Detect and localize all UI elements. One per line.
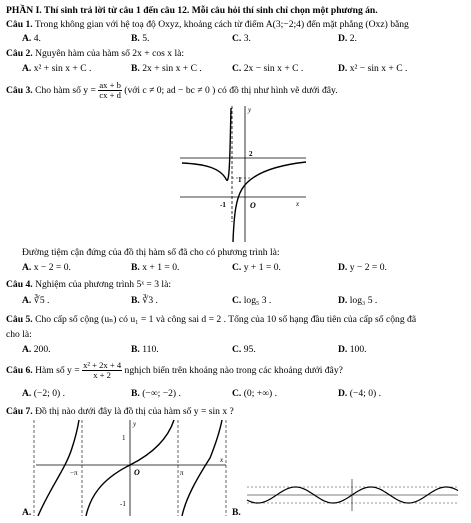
question-4 (6, 279, 171, 291)
q6-option-c[interactable]: C. (0; +∞) . (232, 388, 278, 399)
graph-label-origin: O (250, 201, 256, 210)
q2-option-d[interactable]: D. x² − sin x + C . (338, 63, 408, 74)
q3-hyperbola-graph (170, 104, 310, 244)
q6-option-d[interactable]: D. (−4; 0) . (338, 388, 381, 399)
q6-label: Câu 6. (6, 365, 33, 376)
q5-text-continued: cho là: (6, 329, 32, 340)
q5-option-c[interactable]: C. 95. (232, 344, 256, 355)
left-branch (182, 108, 231, 180)
q5-text: Cho cấp số cộng (uₙ) có u₁ = 1 và công sai d = 2 . Tổng của 10 số hạng đầu tiên của cấp số cộng đã (35, 314, 417, 325)
question-3: Câu 3. Cho hàm số y = $\frac{ax + b}{cx + d}$ (với c ≠ 0; ad − bc ≠ 0 ) có đồ thị như hình vẽ dưới đây. (6, 80, 338, 101)
svg-text:-1: -1 (120, 500, 126, 508)
svg-text:x: x (220, 456, 224, 464)
q5-option-b[interactable]: B. 110. (131, 344, 159, 355)
q5-option-a[interactable]: A. 200. (22, 344, 51, 355)
svg-text:y: y (133, 420, 137, 428)
q7-option-a[interactable]: A. (22, 507, 32, 518)
q6-option-a[interactable]: A. (−2; 0) . (22, 388, 65, 399)
question-6: Câu 6. Hàm số y = $\frac{\text{x² + 2x + 4}}{x + 2}$ nghịch biến trên khoảng nào trong các khoảng dưới đây? (6, 360, 343, 381)
q4-text: Nghiệm của phương trình 5ˣ = 3 là: (35, 279, 172, 290)
graph-label-minus1: -1 (220, 201, 226, 209)
q1-option-b[interactable]: B. 5. (131, 33, 150, 44)
q3-option-a[interactable]: A. x − 2 = 0. (22, 262, 71, 273)
q1-option-c[interactable]: C. 3. (232, 33, 251, 44)
q5-option-d[interactable]: D. 100. (338, 344, 367, 355)
q7-graph-a[interactable] (30, 418, 230, 518)
q2-option-b[interactable]: B. 2x + sin x + C . (131, 63, 202, 74)
svg-text:π: π (180, 469, 184, 477)
q4-option-a[interactable]: A. ∛5 . (22, 295, 50, 306)
q2-option-c[interactable]: C. 2x − sin x + C . (232, 63, 304, 74)
q2-label: Câu 2. (6, 48, 33, 59)
q4-option-c[interactable]: C. log₅ 3 . (232, 295, 272, 306)
q4-option-d[interactable]: D. log₃ 5 . (338, 295, 378, 306)
svg-text:1: 1 (122, 434, 126, 442)
svg-text:O: O (134, 468, 140, 477)
q3-fraction: $\frac{ax + b}{cx + d}$ (99, 80, 121, 101)
q1-text: Trong không gian với hệ toạ độ Oxyz, khoảng cách từ điểm A(3;−2;4) đến mặt phẳng (Oxz) bằng (34, 19, 409, 30)
q3-option-c[interactable]: C. y + 1 = 0. (232, 262, 281, 273)
q4-label: Câu 4. (6, 279, 33, 290)
q3-question: Đường tiệm cận đứng của đồ thị hàm số đã cho có phương trình là: (22, 247, 280, 258)
q1-label: Câu 1. (6, 19, 33, 30)
q7-label: Câu 7. (6, 406, 33, 417)
q2-text: Nguyên hàm của hàm số 2x + cos x là: (35, 48, 185, 59)
q3-label: Câu 3. (6, 85, 33, 96)
question-2 (6, 48, 184, 60)
q3-option-d[interactable]: D. y − 2 = 0. (338, 262, 387, 273)
svg-text:−π: −π (70, 469, 78, 477)
q3-option-b[interactable]: B. x + 1 = 0. (131, 262, 180, 273)
q6-option-b[interactable]: B. (−∞; −2) . (131, 388, 181, 399)
question-7 (6, 406, 234, 418)
graph-label-y: y (248, 106, 252, 114)
q7-text: Đồ thị nào dưới đây là đồ thị của hàm số y = sin x ? (35, 406, 234, 417)
q4-option-b[interactable]: B. ∛3 . (131, 295, 158, 306)
section-header: PHẦN I. Thí sinh trả lời từ câu 1 đến câu 12. Mỗi câu hỏi thí sinh chỉ chọn một phương án. (6, 5, 378, 16)
q1-option-d[interactable]: D. 2. (338, 33, 357, 44)
graph-label-x: x (296, 200, 300, 208)
question-1 (6, 19, 409, 31)
graph-label-1: 1 (238, 176, 242, 184)
q7-graph-b[interactable] (245, 478, 460, 512)
q2-option-a[interactable]: A. x² + sin x + C . (22, 63, 92, 74)
graph-label-2: 2 (249, 150, 253, 158)
q5-label: Câu 5. (6, 314, 33, 325)
q1-option-a[interactable]: A. 4. (22, 33, 41, 44)
q7-option-b[interactable]: B. (232, 507, 241, 518)
q6-fraction: $\frac{\text{x² + 2x + 4}}{x + 2}$ (83, 360, 122, 381)
question-5 (6, 314, 416, 326)
